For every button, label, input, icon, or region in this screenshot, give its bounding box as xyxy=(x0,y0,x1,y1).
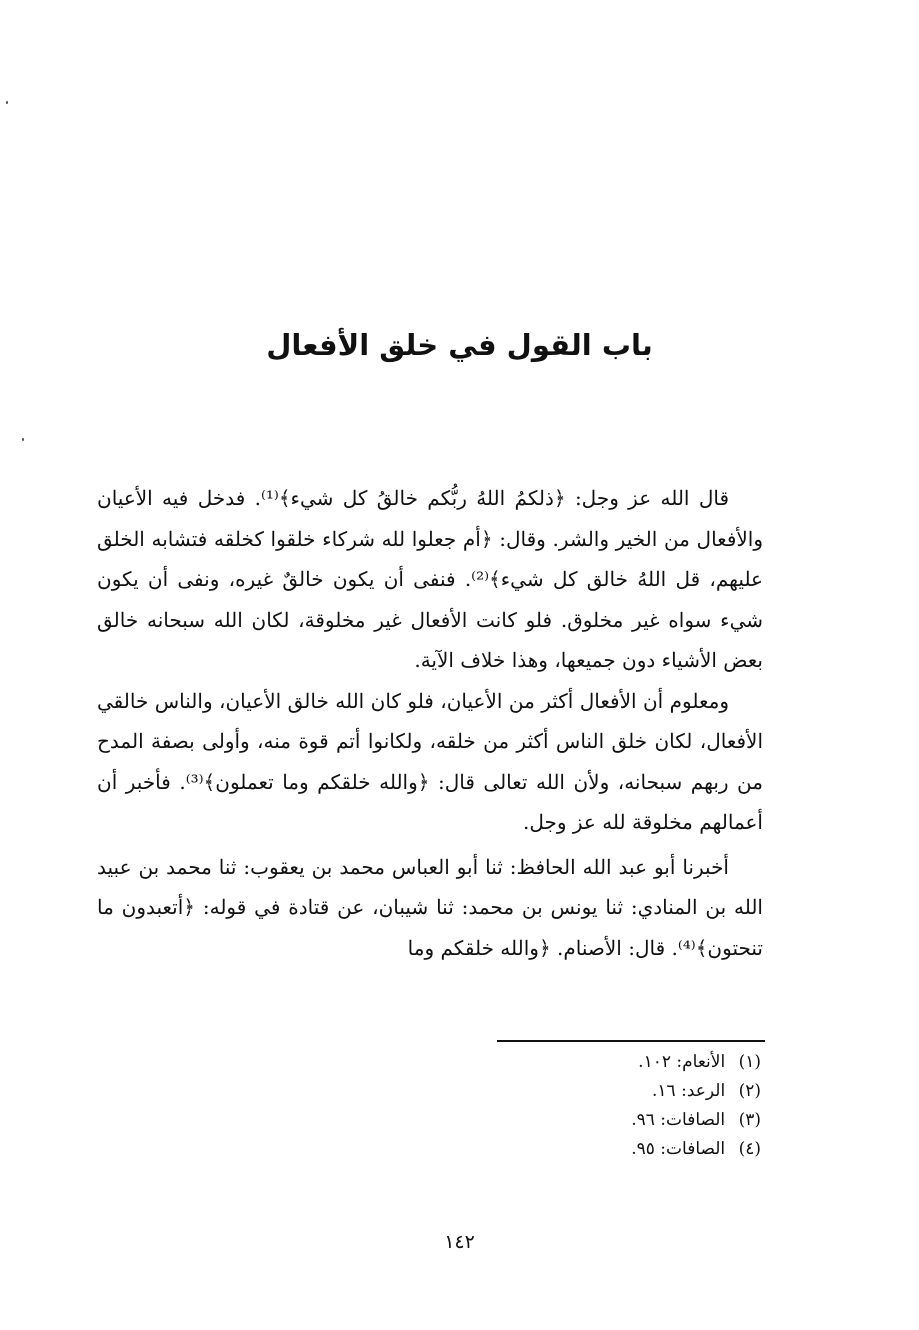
footnote-number: (٤) xyxy=(738,1139,761,1159)
footnote-text: الرعد: ١٦. xyxy=(652,1081,726,1101)
scan-speck xyxy=(6,101,8,104)
chapter-title: باب القول في خلق الأفعال xyxy=(266,328,653,363)
footnote-divider xyxy=(497,1040,765,1042)
footnote-item xyxy=(501,1135,761,1164)
footnote-item xyxy=(501,1106,761,1135)
scan-speck xyxy=(22,438,24,441)
main-text xyxy=(97,478,763,968)
footnote-text: الصافات: ٩٥. xyxy=(631,1139,726,1159)
footnote-number: (٢) xyxy=(738,1081,761,1101)
paragraph-1: قال الله عز وجل: ﴿ذلكمُ اللهُ ربُّكم خالقُ كل شيء﴾⁽¹⁾. فدخل فيه الأعيان والأفعال من الخير والشر. وقال: ﴿أم جعلوا لله شركاء خلقوا كخلقه فتشابه الخلق عليهم، قل اللهُ خالق كل شيء﴾⁽²⁾. فنفى أن يكون خالقٌ غيره، ونفى أن يكون شيء سواه غير مخلوق. فلو كانت الأفعال غير مخلوقة، لكان الله سبحانه خالق بعض الأشياء دون جميعها، وهذا خلاف الآية. xyxy=(97,486,763,672)
paragraph-3: أخبرنا أبو عبد الله الحافظ: ثنا أبو العباس محمد بن يعقوب: ثنا محمد بن عبيد الله بن المنادي: ثنا يونس بن محمد: ثنا شيبان، عن قتادة في قوله: ﴿أتعبدون ما تنحتون﴾⁽⁴⁾. قال: الأصنام. ﴿والله خلقكم وما xyxy=(97,854,763,960)
footnote-item xyxy=(501,1048,761,1077)
footnote-text: الصافات: ٩٦. xyxy=(631,1110,726,1130)
footnote-text: الأنعام: ١٠٢. xyxy=(638,1052,726,1072)
page-number: ١٤٢ xyxy=(444,1231,475,1253)
footnote-number: (١) xyxy=(738,1052,761,1072)
footnotes-list xyxy=(501,1048,761,1164)
footnote-item xyxy=(501,1077,761,1106)
footnote-number: (٣) xyxy=(738,1110,761,1130)
paragraph-2: ومعلوم أن الأفعال أكثر من الأعيان، فلو كان الله خالق الأعيان، والناس خالقي الأفعال، لكان خلق الناس أكثر من خلقه، ولكانوا أتم قوة منه، وأولى بصفة المدح من ربهم سبحانه، ولأن الله تعالى قال: ﴿والله خلقكم وما تعملون﴾⁽³⁾. فأخبر أن أعمالهم مخلوقة لله عز وجل. xyxy=(97,688,763,834)
